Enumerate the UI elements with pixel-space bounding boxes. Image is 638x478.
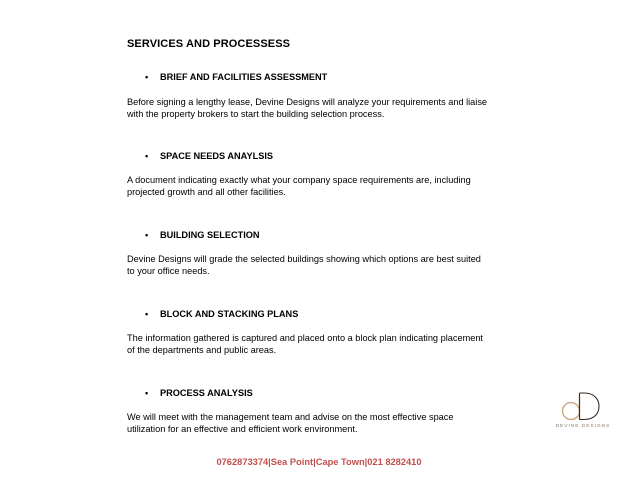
section-heading-brief <box>145 72 327 82</box>
devine-designs-logo <box>548 387 618 437</box>
section-heading-text: PROCESS ANALYSIS <box>160 388 253 398</box>
logo-wordmark: DEVINE DESIGNS <box>555 424 611 429</box>
section-heading-text: BUILDING SELECTION <box>160 230 260 240</box>
section-paragraph-brief <box>127 96 527 121</box>
section-paragraph-block-stacking <box>127 332 527 357</box>
bullet-icon: • <box>145 230 149 240</box>
section-heading-text: SPACE NEEDS ANAYLSIS <box>160 151 273 161</box>
bullet-icon: • <box>145 151 149 161</box>
paragraph-line: We will meet with the management team and advise on the most effective space <box>127 412 454 422</box>
paragraph-line: Devine Designs will grade the selected buildings showing which options are best suited <box>127 254 481 264</box>
section-heading-text: BLOCK AND STACKING PLANS <box>160 309 299 319</box>
paragraph-line: A document indicating exactly what your company space requirements are, including <box>127 175 471 185</box>
section-heading-process-analysis <box>145 388 253 398</box>
paragraph-line: to your office needs. <box>127 266 210 277</box>
section-heading-building-selection <box>145 230 260 240</box>
section-paragraph-space-needs <box>127 174 527 199</box>
bullet-icon: • <box>145 72 149 82</box>
section-heading-block-stacking <box>145 309 298 319</box>
paragraph-line: projected growth and all other facilities. <box>127 187 286 198</box>
paragraph-line: utilization for an effective and efficient work environment. <box>127 424 358 435</box>
page-title: SERVICES AND PROCESSESS <box>127 38 291 50</box>
paragraph-line: of the departments and public areas. <box>127 345 277 356</box>
paragraph-line: The information gathered is captured and placed onto a block plan indicating placement <box>127 333 483 343</box>
bullet-icon: • <box>145 309 149 319</box>
section-paragraph-building-selection <box>127 253 527 278</box>
section-heading-space-needs <box>145 151 273 161</box>
section-paragraph-process-analysis <box>127 411 527 436</box>
bullet-icon: • <box>145 388 149 398</box>
dd-monogram-icon <box>548 387 618 423</box>
paragraph-line: Before signing a lengthy lease, Devine Designs will analyze your requirements and liaise <box>127 97 488 107</box>
paragraph-line: with the property brokers to start the building selection process. <box>127 109 385 120</box>
footer-contact: 0762873374|Sea Point|Cape Town|021 8282410 <box>216 457 422 467</box>
section-heading-text: BRIEF AND FACILITIES ASSESSMENT <box>160 72 328 82</box>
